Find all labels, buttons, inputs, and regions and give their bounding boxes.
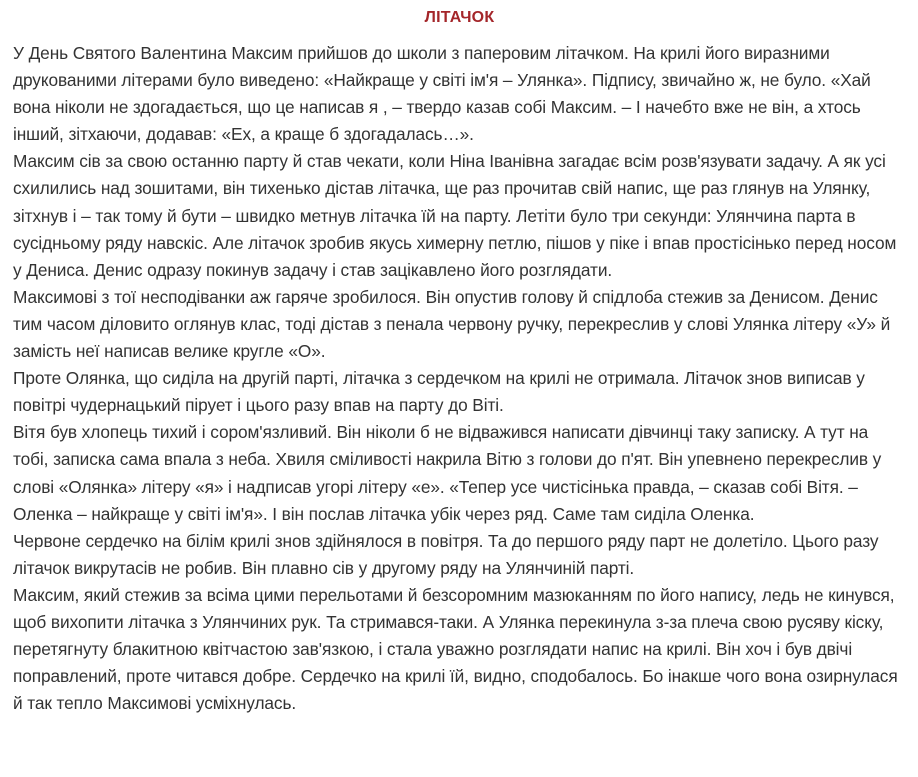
paragraph: Максимові з тої несподіванки аж гаряче зробилося. Він опустив голову й спідлоба стежив за Денисом. Денис тим часом діловито оглянув клас, тоді дістав з пенала червону ручку, перекреслив у слові Улянка літеру «У» й замість неї написав велике кругле «О». [13, 286, 891, 362]
story-body [13, 40, 906, 717]
paragraph: Максим, який стежив за всіма цими перельотами й безсоромним мазюканням по його напису, ледь не кинувся, щоб вихопити літачка з Улянчиних рук. Та стримався-таки. А Улянка перекинула з-за плеча свою русяву кіску, перетягнуту блакитною квітчастою зав'язкою, і стала уважно розглядати напис на крилі. Він хоч і був двічі поправлений, проте читався добре. Сердечко на крилі їй, видно, сподобалось. Бо інакше чого вона озирнулася й так тепло Максимові усміхнулась. [13, 584, 898, 714]
paragraph: Максим сів за свою останню парту й став чекати, коли Ніна Іванівна загадає всім розв'язувати задачу. А як усі схилились над зошитами, він тихенько дістав літачка, ще раз прочитав свій напис, ще раз глянув на Улянку, зітхнув і – так тому й бути – швидко метнув літачка їй на парту. Летіти було три секунди: Улянчина парта в сусідньому ряду навскіс. Але літачок зробив якусь химерну петлю, пішов у піке і впав простісінько перед носом у Дениса. Денис одразу покинув задачу і став зацікавлено його розглядати. [13, 151, 897, 280]
paragraph: Вітя був хлопець тихий і сором'язливий. Він ніколи б не відважився написати дівчинці таку записку. А тут на тобі, записка сама впала з неба. Хвиля сміливості накрила Вітю з голови до п'ят. Він упевнено перекреслив у слові «Олянка» літеру «я» і надписав угорі літеру «е». «Тепер усе чистісінька правда, – сказав собі Вітя. – Оленка – найкраще у світі ім'я». І він послав літачка убік через ряд. Саме там сиділа Оленка. [13, 422, 882, 524]
paragraph: Червоне сердечко на білім крилі знов здійнялося в повітря. Та до першого ряду парт не долетіло. Цього разу літачок викрутасів не робив. Він плавно сів у другому ряду на Улянчиній парті. [13, 530, 879, 578]
page-title: ЛІТАЧОК [424, 9, 495, 26]
paragraph: У День Святого Валентина Максим прийшов до школи з паперовим літачком. На крилі його виразними друкованими літерами було виведено: «Найкраще у світі ім'я – Улянка». Підпису, звичайно ж, не було. «Хай вона ніколи не здогадається, що це написав я , – твердо казав собі Максим. – І начебто вже не він, а хтось інший, зітхаючи, додавав: «Ех, а краще б здогадалась…». [13, 43, 871, 145]
paragraph: Проте Олянка, що сиділа на другій парті, літачка з сердечком на крилі не отримала. Літачок знов виписав у повітрі чудернацький пірует і цього разу впав на парту до Віті. [13, 368, 865, 416]
